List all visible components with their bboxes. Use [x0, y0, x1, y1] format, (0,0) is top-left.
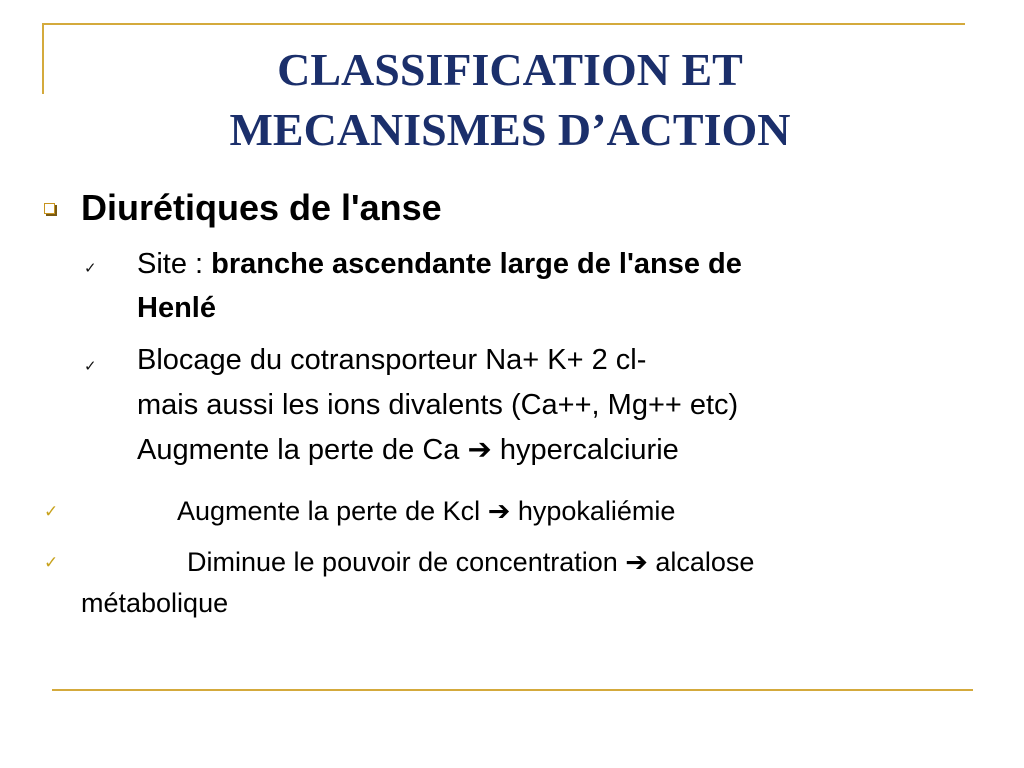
check-mark-icon: ✓ [44, 553, 59, 573]
section-heading: Diurétiques de l'anse [81, 187, 442, 228]
title-line-1: CLASSIFICATION ET [277, 44, 743, 95]
slide-title [60, 40, 960, 160]
right-arrow-icon: ➔ [487, 496, 511, 527]
bullet-concentration-continued: métabolique [81, 588, 229, 618]
frame-left-line [42, 23, 44, 94]
site-value-continued: Henlé [137, 292, 216, 324]
right-arrow-icon: ➔ [467, 432, 492, 466]
bullet-site [137, 244, 742, 284]
concentration-result: alcalose [647, 547, 755, 577]
bullet-kcl [177, 492, 675, 531]
check-mark-icon: ✓ [84, 357, 97, 375]
bullet-blocage-line-1: Blocage du cotransporteur Na+ K+ 2 cl- [137, 344, 647, 376]
title-line-2: MECANISMES D’ACTION [229, 104, 791, 155]
site-prefix: Site : [137, 248, 212, 280]
right-arrow-icon: ➔ [625, 547, 648, 578]
frame-top-line [42, 23, 965, 25]
bullet-concentration [187, 543, 754, 582]
concentration-text: Diminue le pouvoir de concentration [187, 547, 626, 577]
check-mark-icon: ✓ [84, 259, 97, 277]
hollow-square-bullet-icon [44, 203, 55, 214]
bullet-blocage-line-3 [137, 429, 679, 470]
kcl-text: Augmente la perte de Kcl [177, 496, 488, 526]
frame-bottom-line [52, 689, 973, 691]
kcl-result: hypokaliémie [510, 496, 676, 526]
site-value: branche ascendante large de l'anse de [211, 248, 742, 280]
bullet-blocage-line-2: mais aussi les ions divalents (Ca++, Mg++ etc) [137, 389, 739, 421]
check-mark-icon: ✓ [44, 502, 59, 522]
calcium-result: hypercalciurie [491, 434, 679, 466]
calcium-text: Augmente la perte de Ca [137, 434, 468, 466]
